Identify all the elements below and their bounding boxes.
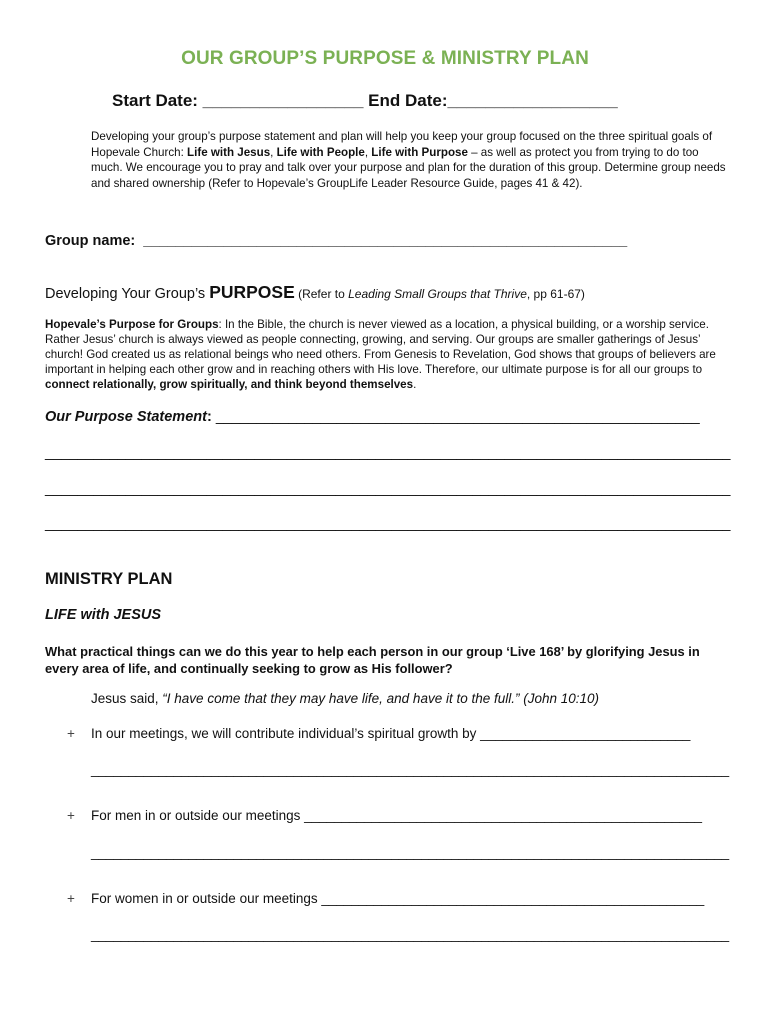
purpose-blank-line[interactable]: _____________________________________________________________________________________: [45, 445, 731, 461]
intro-comma: ,: [364, 145, 372, 159]
purpose-word: PURPOSE: [209, 282, 295, 302]
purpose-blank-line[interactable]: _____________________________________________________________________________________: [45, 481, 731, 497]
purpose-statement-field[interactable]: [45, 409, 700, 425]
page-title: OUR GROUP’S PURPOSE & MINISTRY PLAN: [181, 48, 589, 69]
item-text: In our meetings, we will contribute individual’s spiritual growth by ____________________________: [91, 726, 691, 741]
ref-lead: (Refer to: [294, 287, 349, 301]
purpose-blank-line[interactable]: _____________________________________________________________________________________: [45, 516, 731, 532]
goal-life-with-purpose: Life with Purpose: [371, 145, 468, 159]
goal-life-with-people: Life with People: [276, 145, 365, 159]
item-blank-line[interactable]: _____________________________________________________________________________________: [91, 762, 730, 777]
hopevale-purpose-label: Hopevale’s Purpose for Groups: [45, 318, 219, 331]
hopevale-purpose-paragraph: [45, 317, 730, 392]
developing-lead: Developing Your Group’s: [45, 286, 210, 302]
group-name-field[interactable]: Group name: ____________________________________________________________: [45, 233, 628, 249]
intro-paragraph: [91, 129, 731, 191]
purpose-statement-blank[interactable]: ____________________________________________________________: [211, 409, 700, 425]
item-blank-line[interactable]: _____________________________________________________________________________________: [91, 927, 730, 942]
life-with-jesus-heading: LIFE with JESUS: [45, 607, 162, 623]
question-text: What practical things can we do this year to help each person in our group ‘Live 168’ by glorifying Jesus in every area of life, and continually seeking to grow as His follower?: [45, 644, 700, 676]
ministry-plan-heading: MINISTRY PLAN: [45, 570, 173, 588]
plus-icon: +: [67, 726, 75, 741]
hopevale-purpose-emphasis: connect relationally, grow spiritually, and think beyond themselves: [45, 378, 414, 391]
intro-text: Developing your group’s purpose statement and plan will help you keep your group focused on the three spiritual goals of Hopevale Church:: [91, 130, 713, 159]
item-blank-line[interactable]: _____________________________________________________________________________________: [91, 845, 730, 860]
list-item[interactable]: [67, 891, 704, 906]
intro-text-end: – as well as protect you from trying to do too much. We encourage you to pray and talk over your purpose and plan for the duration of this group. Determine group needs and shared ownership (Refer to Hopevale’s GroupLife Leader Resource Guide, pages 41 & 42).: [91, 145, 726, 190]
developing-purpose-heading: [45, 282, 585, 303]
plus-icon: +: [67, 808, 75, 823]
date-fields[interactable]: Start Date: _________________ End Date:__________________: [112, 91, 618, 110]
ref-book: Leading Small Groups that Thrive: [348, 287, 527, 301]
hopevale-purpose-text: : In the Bible, the church is never viewed as a location, a physical building, or a worship service. Rather Jesus’ church is always viewed as people connecting, growing, and serving. Our groups are smaller gatherings of Jesus’ church! God created us as relational beings who need others. From Genesis to Revelation, God shows that groups of believers are important in helping each other grow and in reaching others with His love. Therefore, our ultimate purpose is for all our groups to: [45, 318, 716, 376]
scripture-quote: [91, 691, 599, 706]
list-item[interactable]: [67, 808, 702, 823]
period: .: [413, 378, 417, 391]
purpose-statement-colon: :: [206, 409, 212, 425]
ref-pages: , pp 61-67): [526, 287, 585, 301]
developing-ref: [295, 287, 585, 301]
item-text: For women in or outside our meetings ___________________________________________________: [91, 891, 705, 906]
quote-text: “I have come that they may have life, and have it to the full.” (John 10:10): [162, 691, 600, 706]
list-item[interactable]: [67, 726, 690, 741]
item-text: For men in or outside our meetings _____________________________________________________: [91, 808, 703, 823]
plus-icon: +: [67, 891, 75, 906]
goal-life-with-jesus: Life with Jesus: [187, 145, 271, 159]
purpose-statement-label: Our Purpose Statement: [45, 409, 207, 425]
quote-lead: Jesus said,: [91, 691, 163, 706]
intro-comma: ,: [270, 145, 277, 159]
